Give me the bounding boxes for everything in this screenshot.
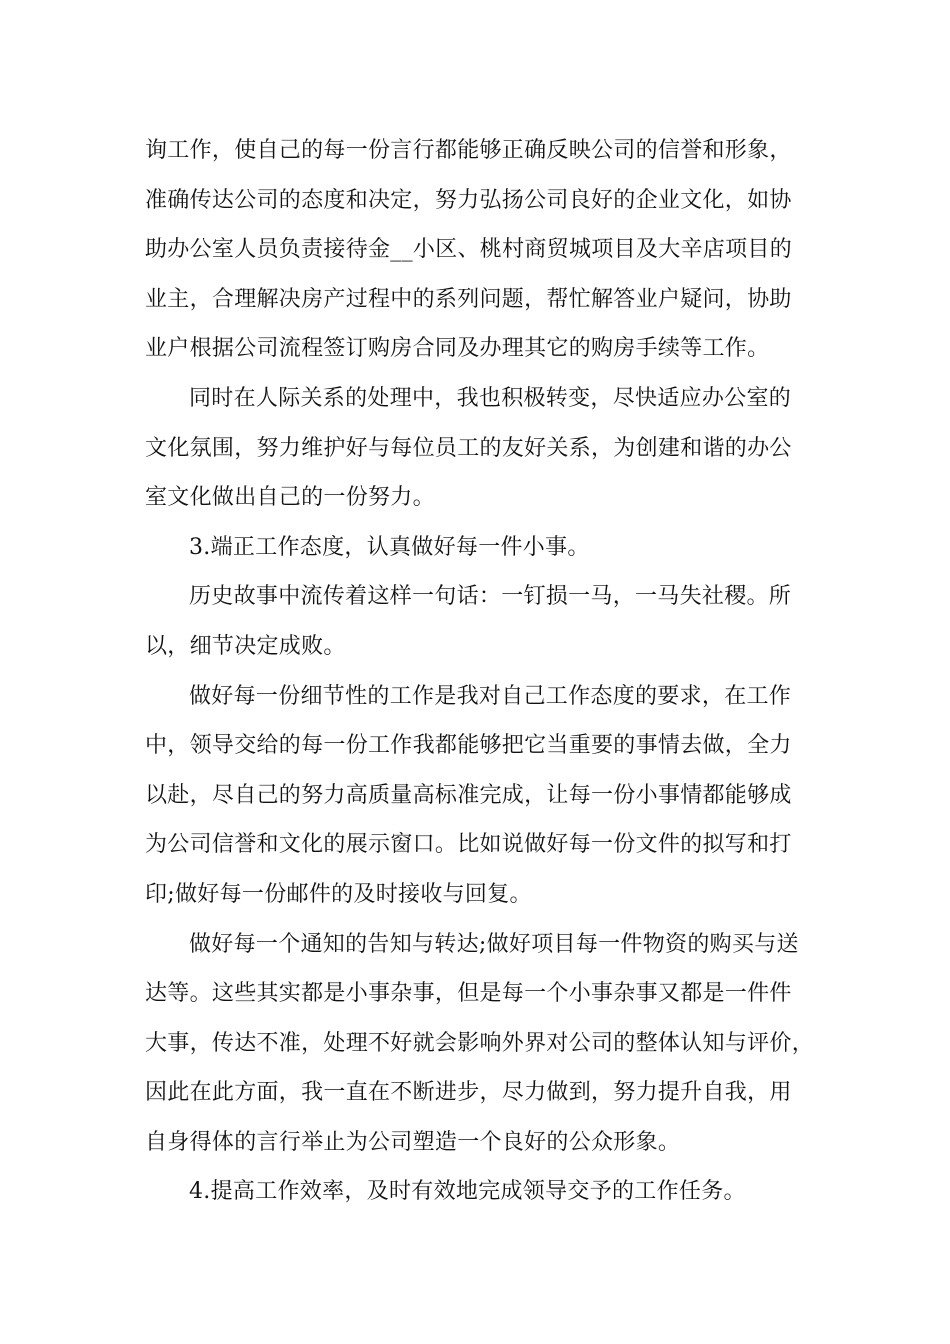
text-line: 为公司信誉和文化的展示窗口。比如说做好每一份文件的拟写和打 [145, 832, 792, 858]
text-line: 文化氛围，努力维护好与每位员工的友好关系，为创建和谐的办公 [145, 435, 792, 461]
text-line: 中，领导交给的每一份工作我都能够把它当重要的事情去做，全力 [145, 733, 792, 759]
text-line: 因此在此方面，我一直在不断进步，尽力做到，努力提升自我，用 [145, 1080, 792, 1106]
text-line: 自身得体的言行举止为公司塑造一个良好的公众形象。 [145, 1129, 681, 1155]
text-line: 询工作，使自己的每一份言行都能够正确反映公司的信誉和形象， [145, 138, 792, 163]
document-body [145, 126, 815, 1217]
section-heading: 3.端正工作态度，认真做好每一件小事。 [189, 534, 590, 560]
paragraph-start-line: 做好每一个通知的告知与转达;做好项目每一件物资的购买与送 [189, 931, 799, 957]
text-line: 印;做好每一份邮件的及时接收与回复。 [145, 881, 532, 907]
text-line: 业户根据公司流程签订购房合同及办理其它的购房手续等工作。 [145, 336, 770, 362]
paragraph-start-line: 历史故事中流传着这样一句话：一钉损一马，一马失社稷。所 [189, 584, 792, 610]
text-line: 室文化做出自己的一份努力。 [145, 485, 435, 511]
text-line: 准确传达公司的态度和决定，努力弘扬公司良好的企业文化，如协 [145, 187, 792, 213]
paragraph-start-line: 同时在人际关系的处理中，我也积极转变，尽快适应办公室的 [189, 385, 792, 411]
paragraph-start-line: 做好每一份细节性的工作是我对自己工作态度的要求，在工作 [189, 683, 792, 709]
text-line: 大事，传达不准，处理不好就会影响外界对公司的整体认知与评价， [145, 1030, 815, 1056]
section-heading: 4.提高工作效率，及时有效地完成领导交予的工作任务。 [189, 1179, 746, 1205]
text-line: 以赴，尽自己的努力高质量高标准完成，让每一份小事情都能够成 [145, 782, 792, 808]
text-line: 业主，合理解决房产过程中的系列问题，帮忙解答业户疑问，协助 [145, 286, 792, 312]
text-line: 以，细节决定成败。 [145, 633, 346, 659]
text-line: 达等。这些其实都是小事杂事，但是每一个小事杂事又都是一件件 [145, 981, 792, 1007]
text-line: 助办公室人员负责接待金__小区、桃村商贸城项目及大辛店项目的 [145, 237, 793, 263]
